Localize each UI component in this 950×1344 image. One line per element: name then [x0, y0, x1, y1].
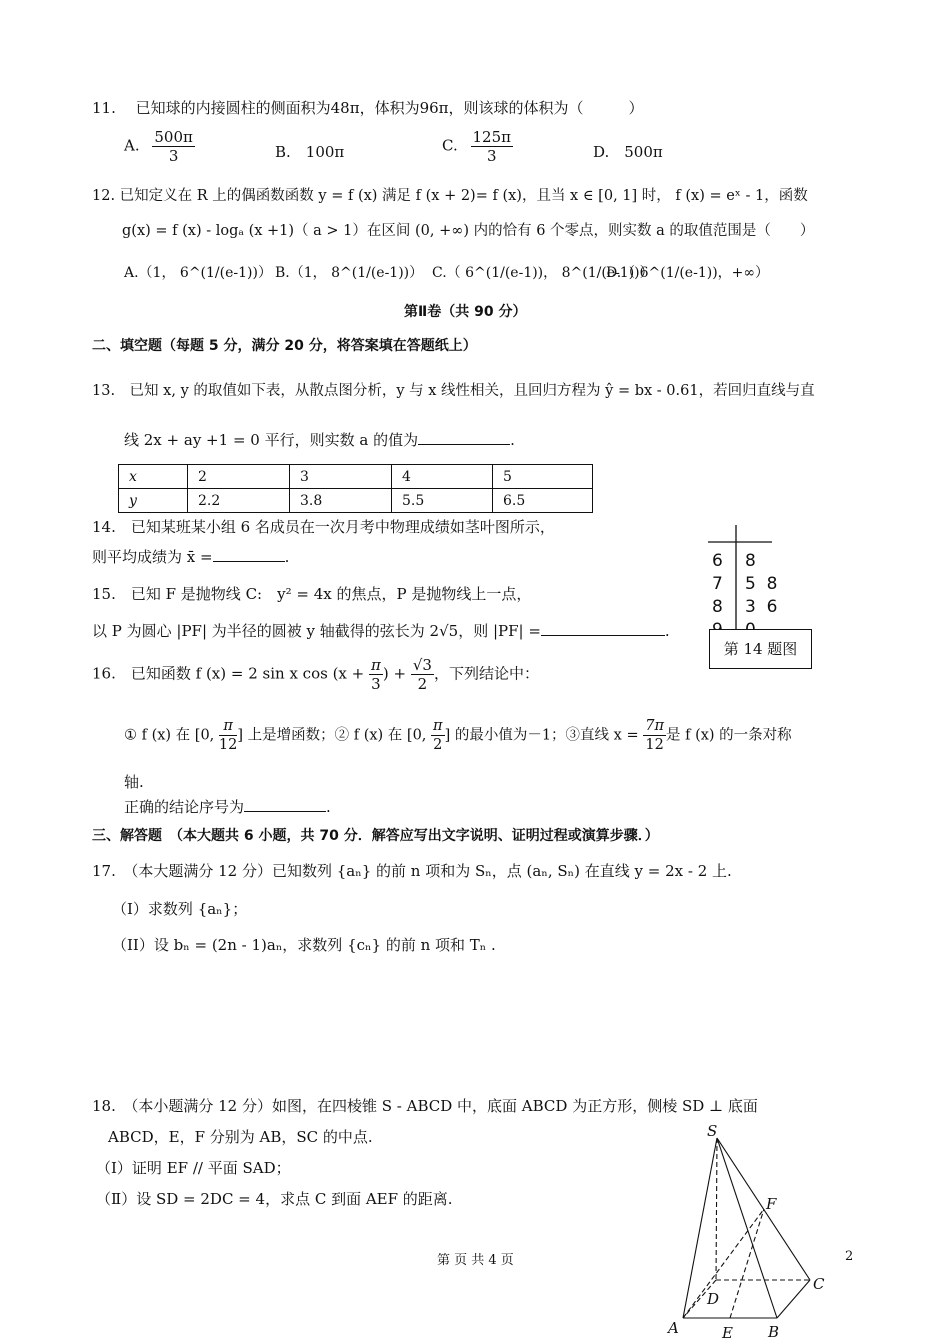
q16-line2-part1: ① f (x) 在 [0, [124, 727, 215, 744]
table-cell: 5 [493, 465, 593, 489]
q17-line1: 17. （本大题满分 12 分）已知数列 {aₙ} 的前 n 项和为 Sₙ，点 (aₙ, Sₙ) 在直线 y = 2x - 2 上. [92, 862, 732, 880]
q12-option-a: A.（1， 6^(1/(e-1))） [124, 265, 272, 281]
q11-option-c-fraction: $\frac{125\pi}{3}$ [472, 128, 511, 165]
table-cell: 2.2 [188, 489, 290, 513]
vertex-a-label: A [668, 1319, 679, 1337]
q18-part2: （Ⅱ）设 SD = 2DC = 4，求点 C 到面 AEF 的距离. [96, 1190, 453, 1208]
q12-line2: g(x) = f (x) - logₐ (x +1)（ a > 1）在区间 (0, +∞) 内的恰有 6 个零点，则实数 a 的取值范围是（ ） [122, 223, 815, 239]
q13-line2: 线 2x + ay +1 = 0 平行，则实数 a 的值为 . [124, 431, 515, 449]
table-cell: x [119, 465, 188, 489]
leaf-row-8: 3 6 [745, 597, 778, 617]
leaf-row-7: 5 8 [745, 574, 778, 594]
q18-line1: 18. （本小题满分 12 分）如图，在四棱锥 S - ABCD 中，底面 ABCD 为正方形，侧棱 SD ⊥ 底面 [92, 1097, 758, 1115]
q12-option-b: B.（1， 8^(1/(e-1))） [275, 265, 424, 281]
q18-part1: （Ⅰ）证明 EF // 平面 SAD； [96, 1159, 291, 1177]
q13-data-table [118, 464, 593, 513]
pyramid-figure [660, 1120, 840, 1344]
q16-frac-sqrt3-2: $\frac{√3}{2}$ [412, 656, 432, 693]
q15-line2: 以 P 为圆心 |PF| 为半径的圆被 y 轴截得的弦长为 2√5，则 |PF| = . [92, 622, 670, 640]
q16-line4: 正确的结论序号为 . [124, 798, 331, 816]
table-cell: 6.5 [493, 489, 593, 513]
q16-frac-pi-2: $\frac{\pi}{2}$ [433, 718, 443, 753]
q16-line2-part4: 是 f (x) 的一条对称 [665, 727, 792, 744]
q17-part2: （II）设 bₙ = (2n - 1)aₙ，求数列 {cₙ} 的前 n 项和 Tₙ . [112, 936, 496, 954]
q11-option-a-label: A. [124, 136, 140, 155]
q15-line1: 15. 已知 F 是抛物线 C: y² = 4x 的焦点，P 是抛物线上一点， [92, 585, 532, 603]
leaf-row-6: 8 [745, 551, 756, 571]
q16-frac-7pi-12: $\frac{7\pi}{12}$ [645, 718, 664, 753]
q11-option-c [442, 128, 513, 165]
q14-line2-text: 则平均成绩为 x̄ = [92, 548, 213, 566]
vertex-b-label: B [768, 1323, 780, 1341]
table-cell: 2 [188, 465, 290, 489]
q12-option-d: D.（ 6^(1/(e-1))，+∞） [606, 265, 770, 281]
vertex-e-label: E [722, 1324, 733, 1342]
vertex-f-label: F [766, 1195, 777, 1213]
vertex-c-label: C [813, 1275, 825, 1293]
q11-options [124, 128, 195, 165]
vertex-s-label: S [707, 1122, 718, 1140]
q15-line2-text: 以 P 为圆心 |PF| 为半径的圆被 y 轴截得的弦长为 2√5，则 |PF| = [92, 622, 541, 640]
section3-heading: 三、解答题 （本大题共 6 小题，共 70 分．解答应写出文字说明、证明过程或演算步骤．） [92, 828, 659, 844]
table-row [119, 465, 593, 489]
figure-14-caption: 第 14 题图 [709, 629, 812, 669]
vertex-d-label: D [707, 1290, 720, 1308]
q13-line2-text: 线 2x + ay +1 = 0 平行，则实数 a 的值为 [124, 431, 419, 449]
stem-8: 8 [712, 597, 723, 617]
q13-answer-blank[interactable] [418, 444, 510, 445]
stem-7: 7 [712, 574, 723, 594]
table-row [119, 489, 593, 513]
stem-6: 6 [712, 551, 723, 571]
table-cell: 5.5 [392, 489, 493, 513]
q16-line4-text: 正确的结论序号为 [124, 798, 245, 816]
q16-answer-blank[interactable] [244, 811, 326, 812]
q16-line2-part2: ] 上是增函数；② f (x) 在 [0, [237, 727, 427, 744]
q18-line2: ABCD，E，F 分别为 AB，SC 的中点. [108, 1128, 373, 1146]
q16-frac-pi-3: $\frac{\pi}{3}$ [371, 656, 381, 693]
q16-line2-part3: ] 的最小值为－1；③直线 x = [444, 727, 639, 744]
q16-frac-pi-12: $\frac{\pi}{12}$ [218, 718, 238, 753]
part2-title: 第Ⅱ卷（共 90 分） [404, 304, 527, 320]
q12-line1: 12. 已知定义在 R 上的偶函数函数 y = f (x) 满足 f (x + 2)= f (x)，且当 x ∈ [0, 1] 时， f (x) = eˣ - 1，函数 [92, 188, 808, 204]
q11-option-b: B. 100π [275, 143, 345, 161]
q11-stem: 11. 已知球的内接圆柱的侧面积为48π，体积为96π，则该球的体积为（ ） [92, 99, 644, 117]
section2-heading: 二、填空题（每题 5 分，满分 20 分，将答案填在答题纸上） [92, 338, 477, 354]
table-cell: 3 [290, 465, 392, 489]
q11-option-d: D. 500π [593, 143, 663, 161]
table-cell: y [119, 489, 188, 513]
table-cell: 3.8 [290, 489, 392, 513]
q14-line1: 14. 已知某班某小组 6 名成员在一次月考中物理成绩如茎叶图所示， [92, 518, 555, 536]
q14-line2: 则平均成绩为 x̄ = . [92, 548, 290, 566]
q11-option-c-label: C. [442, 136, 458, 155]
q12-option-c: C.（ 6^(1/(e-1))， 8^(1/(e-1))） [432, 265, 654, 281]
q16-line1 [92, 656, 539, 693]
q17-part1: （I）求数列 {aₙ}； [112, 900, 248, 918]
q16-line3: 轴. [124, 773, 144, 791]
table-cell: 4 [392, 465, 493, 489]
q16-line1-part2: ) + [382, 664, 407, 683]
page-footer: 第 页 共 4 页 [437, 1253, 514, 1268]
q16-line1-part1: 16. 已知函数 f (x) = 2 sin x cos (x + [92, 664, 365, 683]
q16-line1-part3: ，下列结论中： [433, 664, 539, 683]
page-number: 2 [845, 1249, 854, 1264]
q16-line2 [124, 717, 792, 754]
q11-option-a-fraction: $\frac{500\pi}{3}$ [154, 128, 193, 165]
q14-answer-blank[interactable] [213, 561, 285, 562]
q13-line1: 13. 已知 x, y 的取值如下表，从散点图分析，y 与 x 线性相关，且回归方程为 ŷ = bx - 0.61，若回归直线与直 [92, 383, 815, 399]
q15-answer-blank[interactable] [541, 635, 665, 636]
